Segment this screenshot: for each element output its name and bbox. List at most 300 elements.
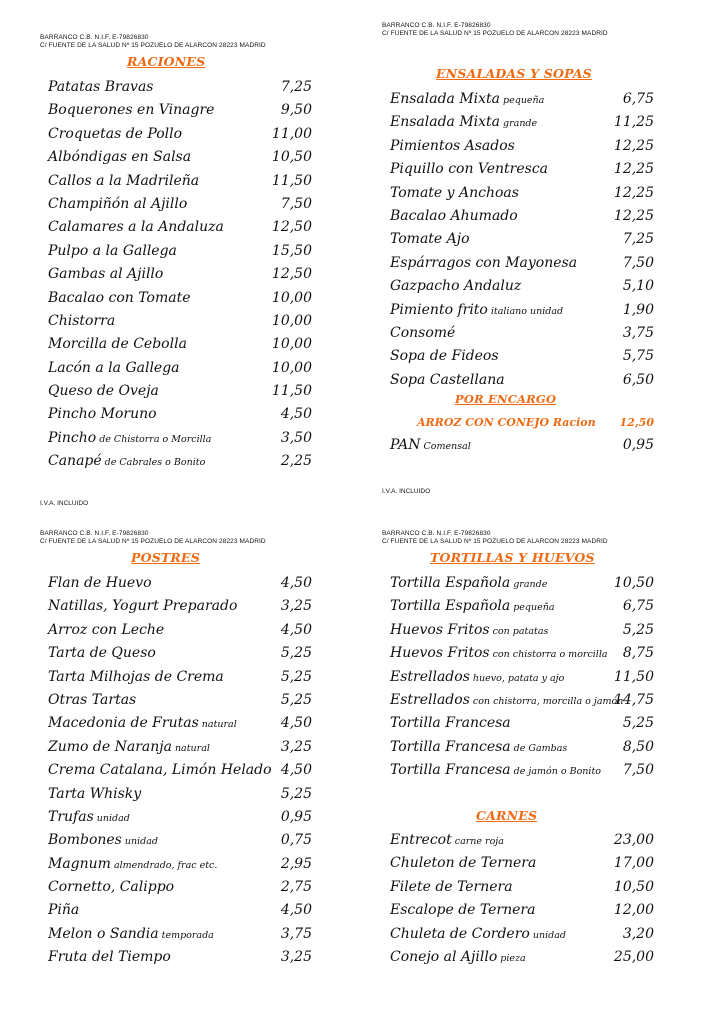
ensaladas-list [390, 88, 654, 392]
menu-item-price: 5,25 [280, 668, 312, 685]
business-line-1: BARRANCO C.B. N.I.F. E-79826830 [40, 530, 149, 537]
menu-item-name-text: Espárragos con Mayonesa [390, 254, 578, 271]
menu-item-note: unidad [96, 812, 130, 824]
menu-item-price: 5,25 [280, 691, 312, 708]
menu-item-name [48, 193, 187, 216]
menu-item-name [48, 240, 177, 263]
menu-item-name-text: Calamares a la Andaluza [48, 219, 224, 236]
menu-item-name [48, 76, 154, 99]
menu-item-row [390, 666, 654, 689]
menu-item-name [48, 427, 211, 451]
menu-item-price: 0,75 [280, 832, 312, 849]
menu-item-row [48, 853, 312, 876]
iva-note-2: I.V.A. INCLUIDO [382, 488, 431, 495]
arroz-conejo-label: ARROZ CON CONEJO Racion [417, 416, 596, 429]
menu-item-row [390, 759, 654, 782]
menu-item-price: 2,95 [280, 855, 312, 872]
menu-item-price: 3,25 [280, 949, 312, 966]
menu-item-note: huevo, patata y ajo [472, 672, 565, 684]
pan-price: 0,95 [622, 437, 654, 453]
menu-item-name-text: Chuleta de Cordero [390, 925, 530, 942]
menu-item-name-text: Macedonia de Frutas [48, 715, 199, 732]
menu-item-price: 2,25 [280, 453, 312, 470]
menu-item-name [390, 275, 521, 298]
menu-item-row [390, 572, 654, 595]
menu-item-row [390, 158, 654, 181]
menu-item-name [48, 946, 171, 969]
menu-item-note: de Cabrales o Bonito [104, 457, 206, 469]
menu-item-row [48, 427, 312, 450]
menu-item-name [390, 322, 455, 345]
menu-item-note: de Chistorra o Morcilla [99, 433, 212, 445]
menu-item-price: 5,25 [622, 621, 654, 638]
section-title-tortillas: TORTILLAS Y HUEVOS [430, 550, 595, 565]
menu-item-name-text: Consomé [390, 324, 456, 341]
menu-item-name-text: Tarta Milhojas de Crema [48, 668, 224, 685]
menu-item-name-text: Estrellados [390, 668, 470, 685]
menu-item-row [48, 216, 312, 239]
menu-item-note: de Gambas [513, 742, 568, 754]
menu-item-price: 11,25 [613, 114, 654, 131]
menu-item-row [48, 736, 312, 759]
menu-item-row [48, 333, 312, 356]
menu-item-row [390, 205, 654, 228]
menu-item-name [48, 146, 191, 169]
pan-note: Comensal [423, 441, 471, 452]
menu-item-name [390, 923, 566, 947]
menu-item-note: carne roja [454, 836, 504, 847]
menu-item-note: de jamón o Bonito [513, 766, 601, 778]
menu-item-row [48, 829, 312, 852]
menu-item-price: 10,00 [271, 312, 312, 329]
menu-item-name [390, 852, 536, 875]
menu-item-row [48, 76, 312, 99]
menu-item-price: 2,75 [280, 879, 312, 896]
menu-item-row [48, 619, 312, 642]
business-line-2: C/ FUENTE DE LA SALUD Nº 15 POZUELO DE ALARCON 28223 MADRID [40, 42, 266, 49]
menu-item-name [48, 853, 217, 877]
menu-item-name [48, 759, 272, 782]
menu-item-price: 11,00 [271, 125, 312, 142]
menu-item-name-text: Crema Catalana, Limón Helado [48, 762, 272, 779]
section-title-raciones: RACIONES [127, 54, 206, 69]
pan-row [390, 434, 654, 457]
menu-item-price: 10,00 [271, 289, 312, 306]
menu-item-row [390, 228, 654, 251]
menu-item-name [48, 712, 237, 736]
menu-item-name-text: Ensalada Mixta [390, 114, 501, 131]
menu-item-price: 7,50 [280, 195, 312, 212]
menu-item-price: 17,00 [613, 855, 654, 872]
menu-item-name [390, 345, 499, 368]
menu-item-price: 12,50 [271, 266, 312, 283]
menu-item-name-text: Estrellados [390, 691, 470, 708]
menu-item-name-text: Morcilla de Cebolla [48, 336, 187, 353]
menu-item-name-text: Tortilla Española [390, 575, 511, 591]
menu-item-note: natural [174, 742, 210, 754]
menu-item-name-text: Entrecot [390, 832, 452, 848]
menu-item-name-text: Melon o Sandia [48, 925, 159, 942]
menu-item-name-text: Piña [48, 902, 80, 919]
menu-item-name-text: Trufas [48, 808, 94, 825]
menu-item-price: 1,90 [622, 301, 654, 318]
menu-item-price: 12,00 [613, 902, 654, 919]
menu-item-name-text: Otras Tartas [48, 691, 137, 708]
menu-item-row [390, 946, 654, 969]
menu-item-row [48, 450, 312, 473]
menu-item-note: italiano unidad [490, 305, 564, 317]
menu-item-row [48, 193, 312, 216]
menu-item-name-text: Filete de Ternera [390, 878, 513, 895]
menu-item-row [48, 946, 312, 969]
menu-item-price: 3,25 [280, 738, 312, 755]
menu-item-name [48, 572, 152, 595]
menu-item-price: 23,00 [613, 832, 654, 848]
menu-item-row [390, 619, 654, 642]
tortillas-list [390, 572, 654, 783]
menu-item-name [48, 123, 182, 146]
pan-name: PAN Comensal [390, 437, 471, 453]
menu-item-note: pequeña [513, 602, 555, 614]
menu-item-row [48, 759, 312, 782]
menu-item-price: 5,10 [622, 278, 654, 295]
menu-item-name [390, 252, 577, 275]
menu-item-row [390, 369, 654, 392]
menu-item-price: 8,50 [622, 738, 654, 755]
menu-item-name-text: Lacón a la Gallega [48, 359, 180, 376]
menu-item-row [48, 666, 312, 689]
section-title-postres: POSTRES [131, 550, 200, 565]
menu-item-note: grande [503, 118, 538, 130]
menu-item-price: 12,25 [613, 161, 654, 178]
menu-item-name-text: Tortilla Francesa [390, 762, 511, 779]
menu-item-price: 25,00 [613, 948, 654, 965]
menu-item-price: 12,50 [271, 219, 312, 236]
menu-item-price: 5,25 [280, 645, 312, 662]
menu-item-row [390, 829, 654, 852]
menu-item-name [390, 876, 513, 899]
menu-item-name [48, 899, 79, 922]
menu-item-row [48, 380, 312, 403]
menu-item-row [48, 899, 312, 922]
menu-item-row [390, 876, 654, 899]
menu-item-price: 4,50 [280, 762, 312, 779]
menu-item-name-text: Arroz con Leche [48, 621, 165, 638]
menu-item-name [390, 182, 519, 205]
business-line-1: BARRANCO C.B. N.I.F. E-79826830 [382, 530, 491, 537]
menu-item-row [390, 275, 654, 298]
menu-item-row [390, 852, 654, 875]
menu-item-name [48, 783, 141, 806]
menu-item-price: 7,50 [622, 254, 654, 271]
menu-item-price: 8,75 [622, 645, 654, 662]
menu-item-row [48, 287, 312, 310]
menu-item-price: 3,25 [280, 598, 312, 615]
menu-item-price: 12,25 [613, 207, 654, 224]
menu-item-price: 11,50 [271, 172, 312, 189]
menu-item-note: pieza [500, 952, 526, 964]
menu-item-name [48, 310, 115, 333]
menu-item-name-text: Fruta del Tiempo [48, 949, 171, 966]
business-line-2: C/ FUENTE DE LA SALUD Nº 15 POZUELO DE ALARCON 28223 MADRID [382, 538, 608, 545]
menu-item-name [390, 228, 470, 251]
menu-item-price: 3,75 [280, 925, 312, 942]
menu-item-row [390, 345, 654, 368]
menu-item-row [48, 572, 312, 595]
menu-item-row [390, 736, 654, 759]
iva-note-1: I.V.A. INCLUIDO [40, 500, 89, 507]
menu-item-row [48, 595, 312, 618]
menu-item-name [390, 299, 563, 323]
menu-item-name-text: Albóndigas en Salsa [48, 149, 192, 166]
menu-item-note: con patatas [492, 625, 549, 637]
ensaladas-panel [382, 22, 654, 453]
menu-item-name [390, 595, 555, 619]
menu-item-row [390, 252, 654, 275]
menu-item-name-text: Sopa Castellana [390, 371, 505, 388]
menu-item-row [48, 263, 312, 286]
section-title-carnes: CARNES [476, 808, 538, 823]
menu-item-name [390, 88, 544, 112]
menu-item-name-text: Tortilla Francesa [390, 738, 511, 755]
menu-item-name [48, 642, 156, 665]
menu-item-name [48, 595, 237, 618]
menu-item-price: 14,75 [613, 691, 654, 708]
menu-item-price: 3,75 [622, 324, 654, 341]
menu-item-name-text: Zumo de Naranja [48, 738, 172, 755]
menu-item-name-text: Tomate Ajo [390, 231, 470, 248]
menu-item-row [390, 923, 654, 946]
menu-item-price: 4,50 [280, 621, 312, 638]
menu-item-name-text: Huevos Fritos [390, 621, 490, 638]
menu-item-price: 7,25 [622, 231, 654, 248]
menu-item-row [390, 322, 654, 345]
menu-item-price: 7,25 [280, 79, 312, 95]
menu-item-row [48, 642, 312, 665]
business-header [40, 530, 312, 546]
menu-item-row [390, 642, 654, 665]
business-header [382, 530, 654, 546]
menu-item-row [390, 689, 654, 712]
menu-item-price: 10,50 [613, 575, 654, 591]
menu-item-price: 10,50 [271, 149, 312, 166]
menu-item-name [48, 876, 174, 899]
menu-item-row [48, 923, 312, 946]
menu-item-row [48, 310, 312, 333]
menu-item-name [48, 829, 158, 853]
menu-item-row [48, 403, 312, 426]
menu-item-name [48, 99, 214, 122]
menu-item-note: con chistorra o morcilla [492, 649, 608, 661]
menu-item-price: 0,95 [280, 808, 312, 825]
menu-item-row [48, 240, 312, 263]
business-line-2: C/ FUENTE DE LA SALUD Nº 15 POZUELO DE ALARCON 28223 MADRID [382, 30, 608, 37]
menu-item-name-text: Pulpo a la Gallega [48, 242, 177, 259]
menu-item-price: 4,50 [280, 902, 312, 919]
menu-item-row [390, 88, 654, 111]
menu-item-row [48, 170, 312, 193]
menu-item-name-text: Pincho [48, 429, 97, 446]
postres-list [48, 572, 312, 970]
menu-item-name [390, 205, 518, 228]
menu-item-name-text: Conejo al Ajillo [390, 948, 498, 965]
menu-item-name [48, 923, 214, 947]
menu-item-name-text: Champiñón al Ajillo [48, 195, 188, 212]
carnes-list [390, 829, 654, 969]
menu-item-name [48, 287, 190, 310]
menu-item-row [390, 299, 654, 322]
menu-item-row [48, 783, 312, 806]
menu-item-name-text: Tarta Whisky [48, 785, 142, 802]
arroz-conejo-price: 12,50 [619, 416, 654, 429]
menu-item-name [390, 736, 567, 760]
menu-item-name-text: Gazpacho Andaluz [390, 278, 522, 295]
menu-item-price: 5,75 [622, 348, 654, 365]
menu-item-name-text: Piquillo con Ventresca [390, 161, 549, 178]
raciones-panel [40, 34, 312, 470]
menu-item-row [390, 899, 654, 922]
menu-item-name [390, 946, 526, 970]
business-line-1: BARRANCO C.B. N.I.F. E-79826830 [40, 34, 149, 41]
menu-item-name-text: Ensalada Mixta [390, 91, 501, 107]
menu-item-name-text: Flan de Huevo [48, 575, 152, 591]
menu-item-row [390, 712, 654, 735]
menu-item-price: 5,25 [622, 715, 654, 732]
menu-item-row [48, 876, 312, 899]
menu-item-name [390, 689, 623, 713]
menu-item-name-text: Tarta de Queso [48, 645, 156, 662]
menu-item-name [390, 899, 535, 922]
menu-item-row [390, 135, 654, 158]
menu-item-name-text: Bacalao con Tomate [48, 289, 191, 306]
menu-item-name-text: Natillas, Yogurt Preparado [48, 598, 238, 615]
menu-item-name [390, 759, 601, 783]
menu-item-note: grande [513, 579, 548, 590]
menu-item-name [48, 736, 210, 760]
business-line-1: BARRANCO C.B. N.I.F. E-79826830 [382, 22, 491, 29]
menu-item-name-text: Tortilla Francesa [390, 715, 511, 732]
menu-item-price: 12,25 [613, 137, 654, 154]
business-header [40, 34, 312, 50]
menu-item-name [48, 357, 180, 380]
menu-item-price: 12,25 [613, 184, 654, 201]
menu-item-row [48, 123, 312, 146]
menu-item-name [48, 666, 224, 689]
menu-item-name [390, 712, 511, 735]
menu-item-name [48, 619, 164, 642]
menu-item-name [390, 572, 547, 596]
menu-item-note: con chistorra, morcilla o jamón [472, 695, 624, 707]
menu-item-name [48, 403, 157, 426]
menu-item-price: 11,50 [613, 668, 654, 685]
menu-item-name [390, 619, 548, 643]
menu-item-name-text: Tomate y Anchoas [390, 184, 519, 201]
menu-item-note: temporada [161, 929, 214, 941]
menu-item-price: 3,50 [280, 429, 312, 446]
menu-item-price: 10,00 [271, 359, 312, 376]
business-header [382, 22, 654, 38]
menu-item-name-text: Boquerones en Vinagre [48, 102, 215, 119]
menu-item-row [48, 806, 312, 829]
menu-item-price: 11,50 [271, 383, 312, 400]
menu-item-name-text: Magnum [48, 855, 111, 872]
business-line-2: C/ FUENTE DE LA SALUD Nº 15 POZUELO DE ALARCON 28223 MADRID [40, 538, 266, 545]
menu-item-price: 6,75 [622, 91, 654, 107]
menu-item-name-text: Escalope de Ternera [390, 902, 536, 919]
menu-item-name [390, 829, 504, 853]
menu-item-name-text: Tortilla Española [390, 598, 511, 615]
menu-item-name [390, 369, 505, 392]
menu-item-price: 9,50 [280, 102, 312, 119]
menu-item-name-text: Chistorra [48, 312, 116, 329]
menu-item-note: unidad [124, 836, 158, 848]
menu-item-note: natural [201, 719, 237, 731]
tortillas-panel [382, 530, 654, 965]
postres-panel [40, 530, 312, 966]
menu-item-name [390, 111, 537, 135]
menu-item-name-text: Cornetto, Calippo [48, 879, 175, 896]
menu-item-name [390, 135, 515, 158]
menu-item-name [48, 380, 159, 403]
menu-item-note: unidad [532, 929, 566, 941]
menu-item-name [390, 158, 548, 181]
menu-item-name [390, 666, 564, 690]
menu-item-name-text: Pimientos Asados [390, 137, 515, 154]
menu-item-name-text: Gambas al Ajillo [48, 266, 164, 283]
menu-item-price: 10,00 [271, 336, 312, 353]
menu-item-name-text: Pimiento frito [390, 301, 488, 318]
raciones-list [48, 76, 312, 474]
menu-item-row [390, 111, 654, 134]
menu-item-name-text: Patatas Bravas [48, 79, 154, 95]
menu-item-name-text: Huevos Fritos [390, 645, 490, 662]
menu-item-price: 4,50 [280, 406, 312, 423]
menu-item-name [48, 170, 199, 193]
menu-item-row [48, 357, 312, 380]
menu-item-name-text: Sopa de Fideos [390, 348, 499, 365]
menu-item-name [48, 450, 205, 474]
menu-item-name-text: Bombones [48, 832, 122, 849]
menu-item-name-text: Queso de Oveja [48, 383, 159, 400]
section-title-ensaladas: ENSALADAS Y SOPAS [436, 66, 592, 81]
menu-item-price: 15,50 [271, 242, 312, 259]
menu-item-price: 6,50 [622, 371, 654, 388]
menu-item-row [390, 182, 654, 205]
menu-item-name [390, 642, 608, 666]
menu-item-row [390, 595, 654, 618]
menu-item-price: 7,50 [622, 762, 654, 779]
menu-item-price: 6,75 [622, 598, 654, 615]
menu-item-note: pequeña [503, 95, 545, 106]
menu-item-name [48, 689, 136, 712]
menu-item-row [48, 712, 312, 735]
menu-item-price: 4,50 [280, 575, 312, 591]
menu-item-note: almendrado, frac etc. [113, 859, 218, 871]
menu-item-price: 5,25 [280, 785, 312, 802]
por-encargo-title: POR ENCARGO [455, 392, 557, 406]
menu-item-row [48, 146, 312, 169]
menu-item-name-text: Canapé [48, 453, 102, 470]
menu-item-name-text: Bacalao Ahumado [390, 207, 518, 224]
menu-item-price: 3,20 [622, 925, 654, 942]
menu-item-name [48, 216, 224, 239]
menu-item-name [48, 333, 187, 356]
menu-item-name-text: Chuleton de Ternera [390, 855, 537, 872]
menu-item-name-text: Croquetas de Pollo [48, 125, 183, 142]
menu-item-price: 4,50 [280, 715, 312, 732]
menu-item-name-text: Callos a la Madrileña [48, 172, 200, 189]
menu-item-name [48, 263, 163, 286]
